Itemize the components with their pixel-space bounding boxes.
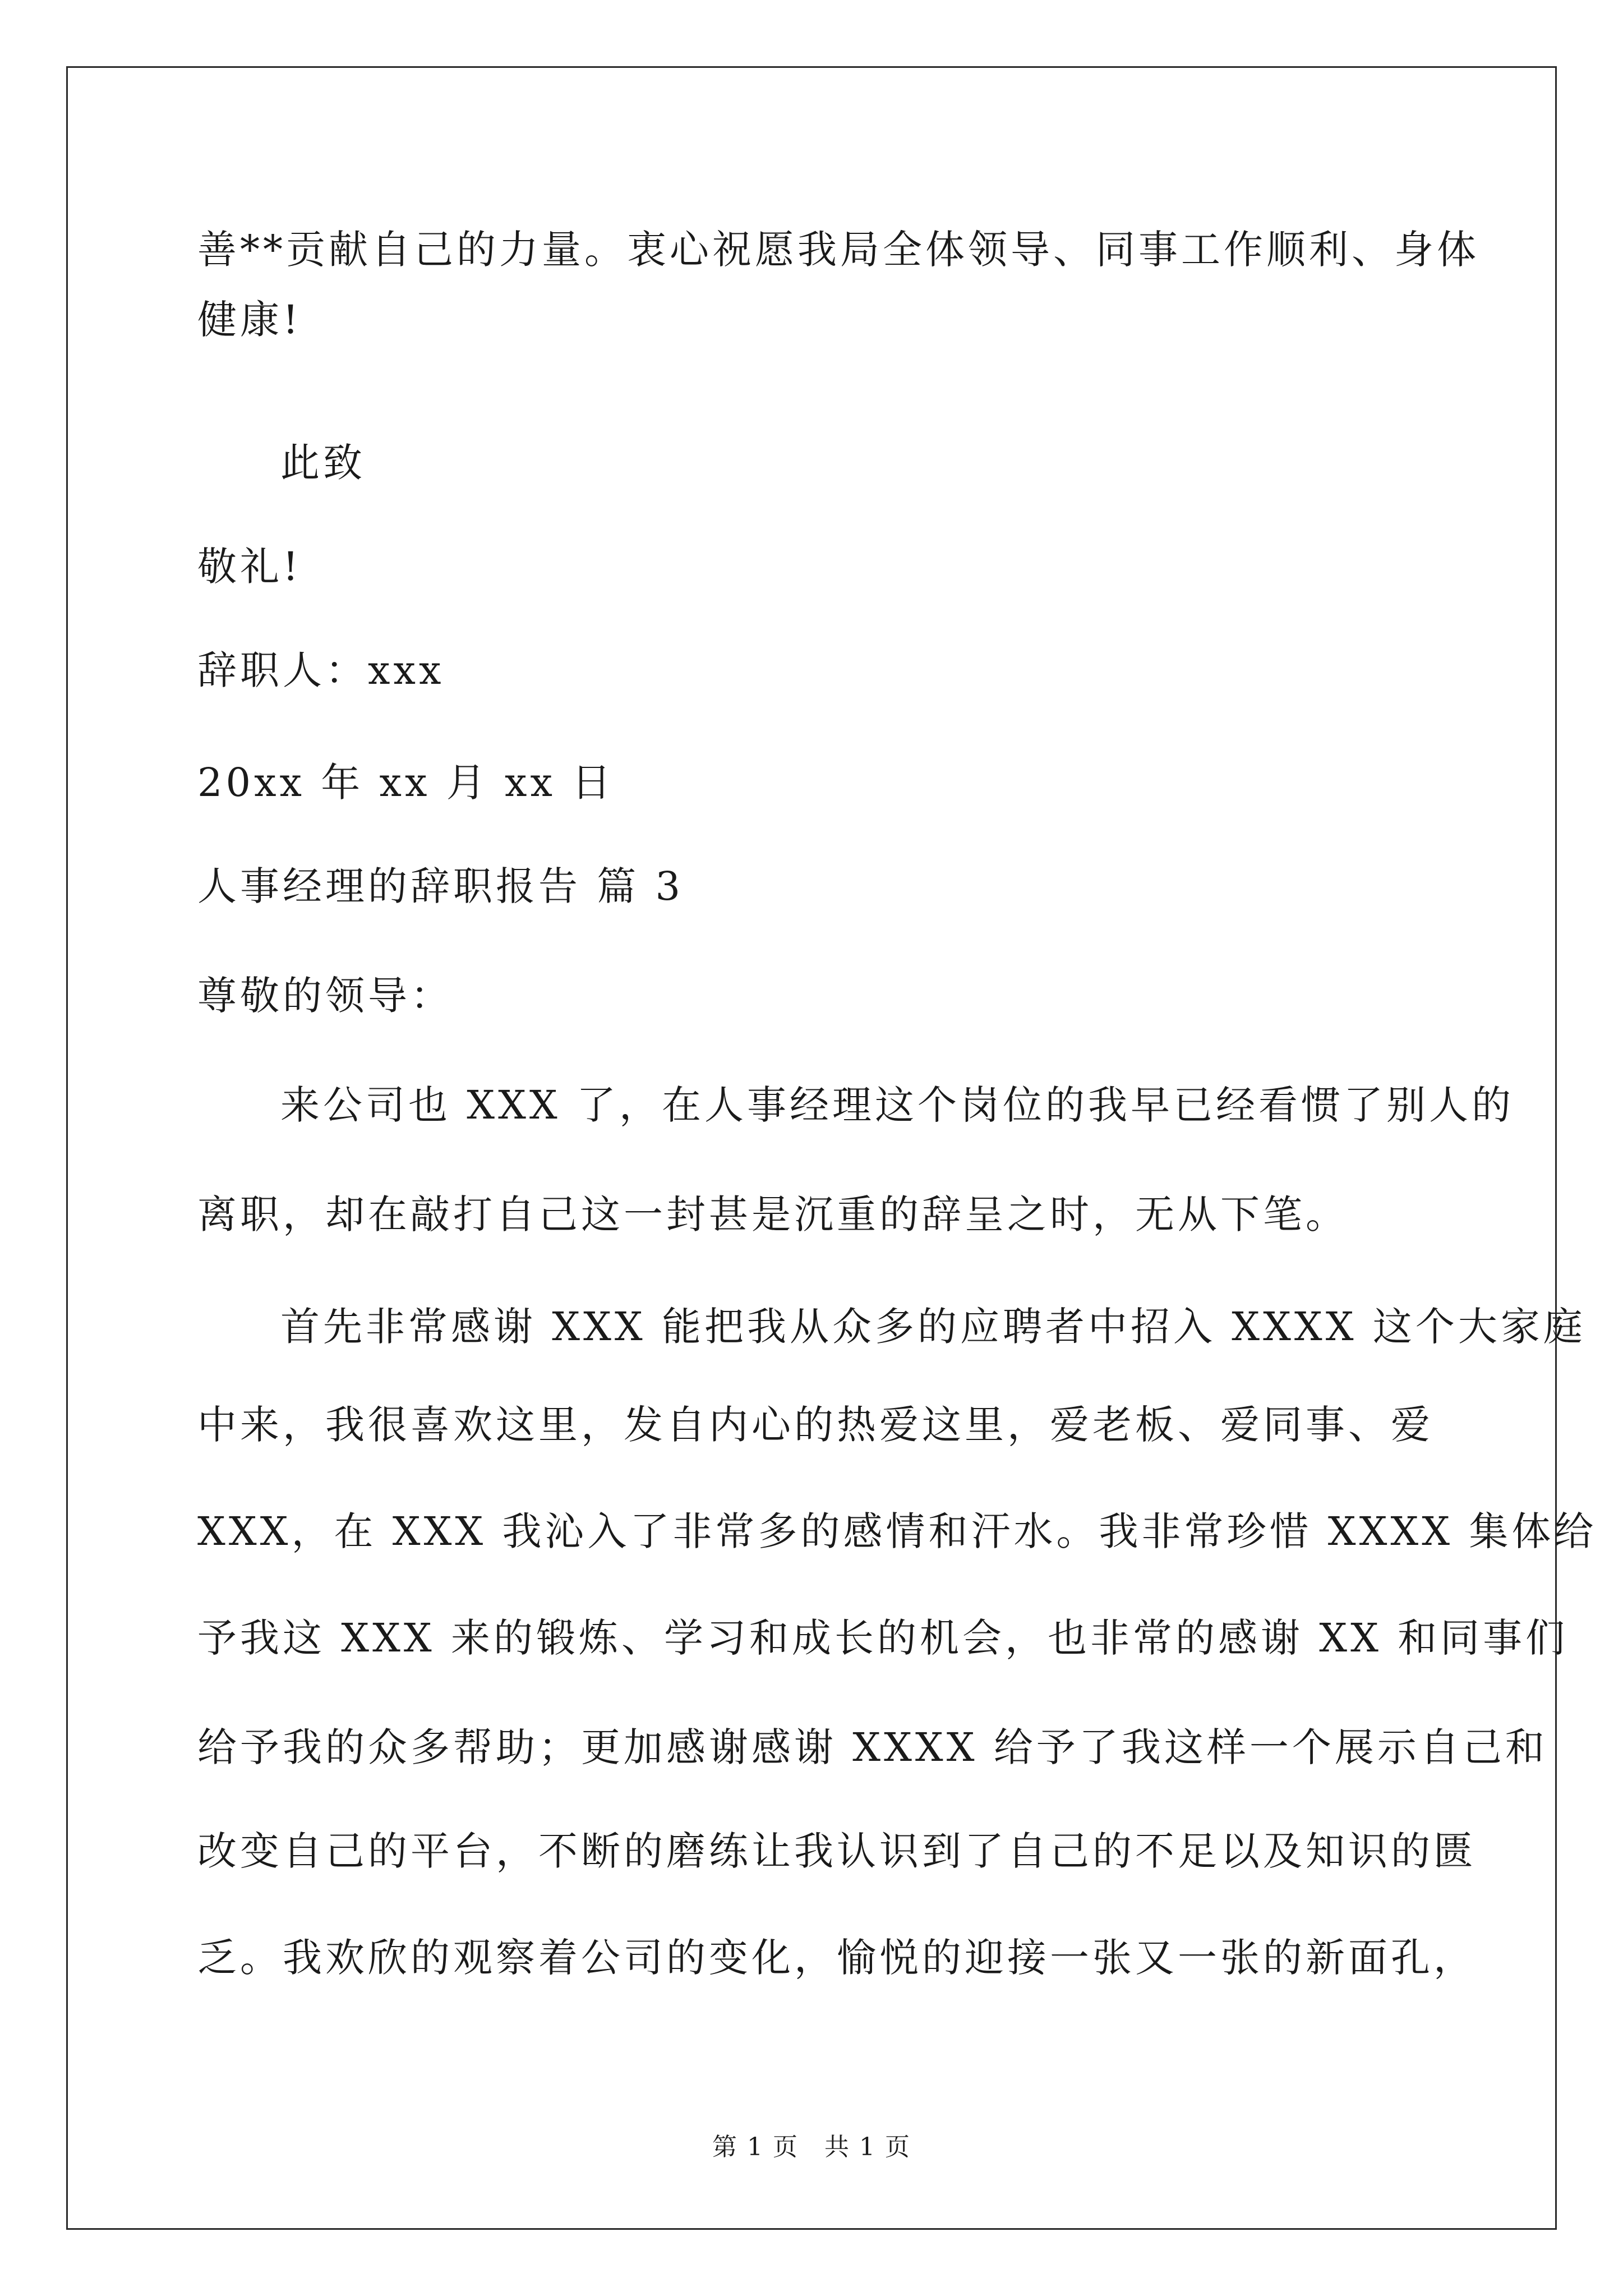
page-number-footer: 第 1 页 共 1 页 bbox=[712, 2133, 911, 2161]
paragraph-line: 乏。我欢欣的观察着公司的变化，愉悦的迎接一张又一张的新面孔， bbox=[197, 1935, 1476, 1981]
page-border bbox=[66, 66, 1597, 2230]
paragraph-line: 中来，我很喜欢这里，发自内心的热爱这里，爱老板、爱同事、爱 bbox=[197, 1402, 1433, 1448]
salutation-closing: 此致 bbox=[280, 440, 366, 486]
paragraph-line: 来公司也 XXX 了，在人事经理这个岗位的我早已经看惯了别人的 bbox=[280, 1082, 1515, 1128]
paragraph-line: 予我这 XXX 来的锻炼、学习和成长的机会，也非常的感谢 XX 和同事们 bbox=[197, 1615, 1569, 1661]
paragraph-line: 善**贡献自己的力量。衷心祝愿我局全体领导、同事工作顺利、身体 bbox=[197, 227, 1479, 273]
signature-date: 20xx 年 xx 月 xx 日 bbox=[197, 760, 615, 806]
signature-name: 辞职人：xxx bbox=[197, 647, 445, 693]
paragraph-line: 给予我的众多帮助；更加感谢感谢 XXXX 给予了我这样一个展示自己和 bbox=[197, 1724, 1548, 1770]
paragraph-line: 离职，却在敲打自己这一封甚是沉重的辞呈之时，无从下笔。 bbox=[197, 1191, 1348, 1237]
paragraph-line: 健康! bbox=[197, 297, 302, 343]
salutation-regards: 敬礼! bbox=[197, 544, 302, 590]
section-heading: 人事经理的辞职报告 篇 3 bbox=[197, 863, 684, 909]
letter-greeting: 尊敬的领导： bbox=[197, 973, 453, 1019]
paragraph-line: XXX，在 XXX 我沁入了非常多的感情和汗水。我非常珍惜 XXXX 集体给 bbox=[197, 1508, 1597, 1554]
paragraph-line: 首先非常感谢 XXX 能把我从众多的应聘者中招入 XXXX 这个大家庭 bbox=[280, 1304, 1586, 1350]
paragraph-line: 改变自己的平台，不断的磨练让我认识到了自己的不足以及知识的匮 bbox=[197, 1828, 1476, 1874]
